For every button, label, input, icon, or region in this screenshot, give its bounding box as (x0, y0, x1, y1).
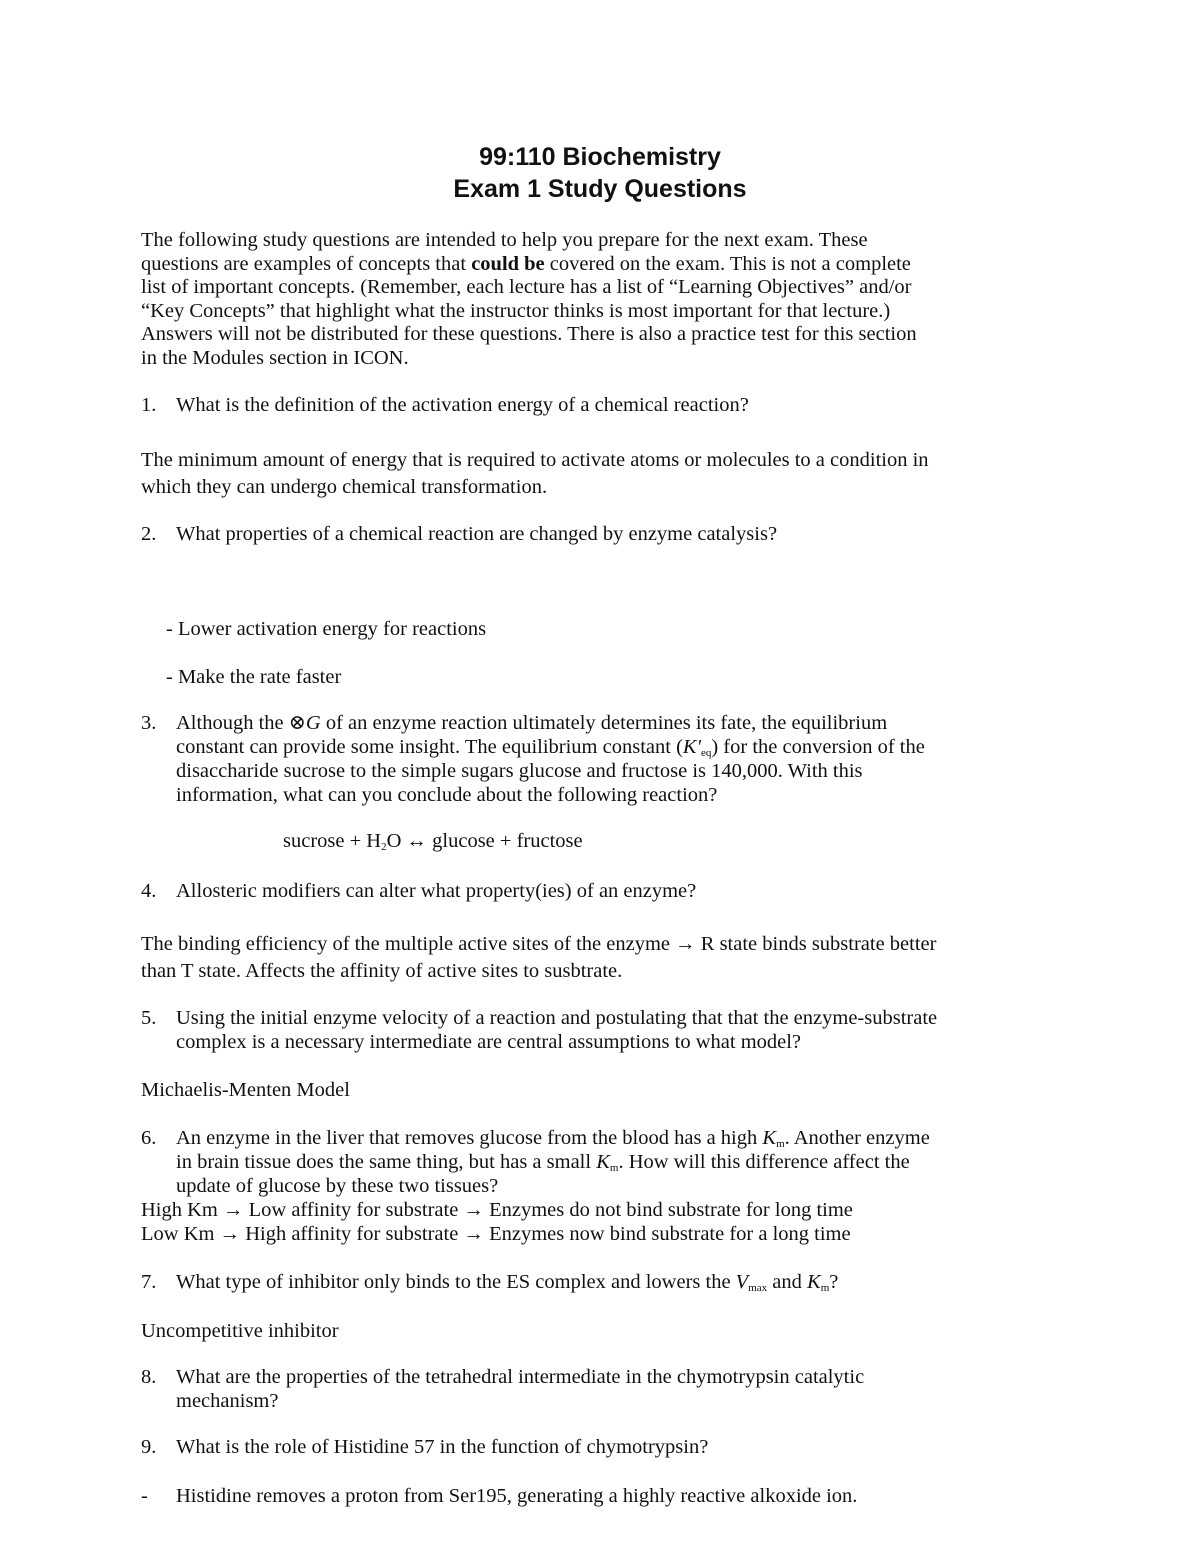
question-number: 6. (141, 1127, 157, 1149)
question-6 (141, 1126, 1061, 1198)
intro-paragraph (141, 229, 1061, 370)
question-number: 7. (141, 1271, 157, 1293)
question-text: What properties of a chemical reaction are changed by enzyme catalysis? (176, 523, 778, 545)
answer-6-line: High Km → Low affinity for substrate → Enzymes do not bind substrate for long time (141, 1199, 853, 1221)
question-number: 3. (141, 712, 157, 734)
intro-line: list of important concepts. (Remember, each lecture has a list of “Learning Objectives” and/or (141, 276, 912, 298)
question-number: 1. (141, 394, 157, 416)
question-8 (141, 1365, 1061, 1413)
answer-5: Michaelis-Menten Model (141, 1079, 350, 1101)
question-text: Although the ⊗G of an enzyme reaction ultimately determines its fate, the equilibrium constant can provide some insight. The equilibrium constant $(K'_{eq})$ for the conversion of the disaccharide sucrose to the simple sugars glucose and fructose is 140,000. With this information, what can you conclude about the following reaction? (176, 712, 925, 806)
answer-1 (141, 447, 1071, 501)
question-5 (141, 1006, 1061, 1054)
question-text: What is the definition of the activation energy of a chemical reaction? (176, 394, 749, 416)
intro-line: “Key Concepts” that highlight what the instructor thinks is most important for that lecture.) (141, 299, 891, 322)
reaction-equation: sucrose + $H_2O$ ↔ glucose + fructose (283, 830, 583, 853)
question-9 (141, 1435, 1061, 1459)
answer-2-bullet: - Lower activation energy for reactions (166, 618, 487, 640)
question-text: Using the initial enzyme velocity of a reaction and postulating that that the enzyme-substrate complex is a necessary intermediate are central assumptions to what model? (176, 1007, 938, 1053)
question-number: 5. (141, 1007, 157, 1029)
answer-line: The binding efficiency of the multiple active sites of the enzyme → R state binds substrate better (141, 933, 937, 955)
question-text: What are the properties of the tetrahedral intermediate in the chymotrypsin catalytic mechanism? (176, 1366, 865, 1412)
question-1 (141, 393, 1061, 417)
question-2 (141, 522, 1061, 546)
question-text: What type of inhibitor only binds to the ES complex and lowers the $V_{max}$ and $K_m$? (176, 1271, 839, 1294)
intro-line: Answers will not be distributed for these questions. There is also a practice test for this section (141, 323, 917, 345)
answer-line: which they can undergo chemical transformation. (141, 476, 548, 498)
question-7 (141, 1270, 1061, 1294)
question-3 (141, 711, 1061, 807)
delta-g-symbol: ⊗G (288, 712, 321, 734)
question-number: 8. (141, 1366, 157, 1388)
question-number: 2. (141, 523, 157, 545)
intro-line: The following study questions are intended to help you prepare for the next exam. These (141, 229, 868, 251)
question-text: Allosteric modifiers can alter what property(ies) of an enzyme? (176, 880, 697, 902)
answer-dash: - (141, 1485, 148, 1507)
question-number: 4. (141, 880, 157, 902)
answer-line: The minimum amount of energy that is required to activate atoms or molecules to a condition in (141, 449, 929, 471)
answer-6-line: Low Km → High affinity for substrate → Enzymes now bind substrate for a long time (141, 1223, 851, 1245)
question-4 (141, 879, 1061, 903)
answer-2-bullet: - Make the rate faster (166, 666, 342, 688)
question-text: What is the role of Histidine 57 in the function of chymotrypsin? (176, 1436, 709, 1458)
answer-line: than T state. Affects the affinity of active sites to susbtrate. (141, 960, 623, 982)
answer-7: Uncompetitive inhibitor (141, 1320, 339, 1342)
question-text: An enzyme in the liver that removes glucose from the blood has a high $K_m$. Another enzyme in brain tissue does the same thing, but has a small $K_m$. How will this difference affect the update of glucose by these two tissues? (176, 1127, 930, 1197)
intro-line: questions are examples of concepts that could be covered on the exam. This is not a complete (141, 252, 911, 275)
course-title: 99:110 Biochemistry (479, 143, 721, 171)
answer-4 (141, 931, 1071, 985)
answer-text: Histidine removes a proton from Ser195, generating a highly reactive alkoxide ion. (176, 1485, 858, 1507)
page-title: Exam 1 Study Questions (453, 175, 747, 203)
question-number: 9. (141, 1436, 157, 1458)
answer-9 (141, 1484, 1061, 1508)
emphasis-text: could be (471, 252, 545, 275)
intro-line: in the Modules section in ICON. (141, 346, 409, 369)
